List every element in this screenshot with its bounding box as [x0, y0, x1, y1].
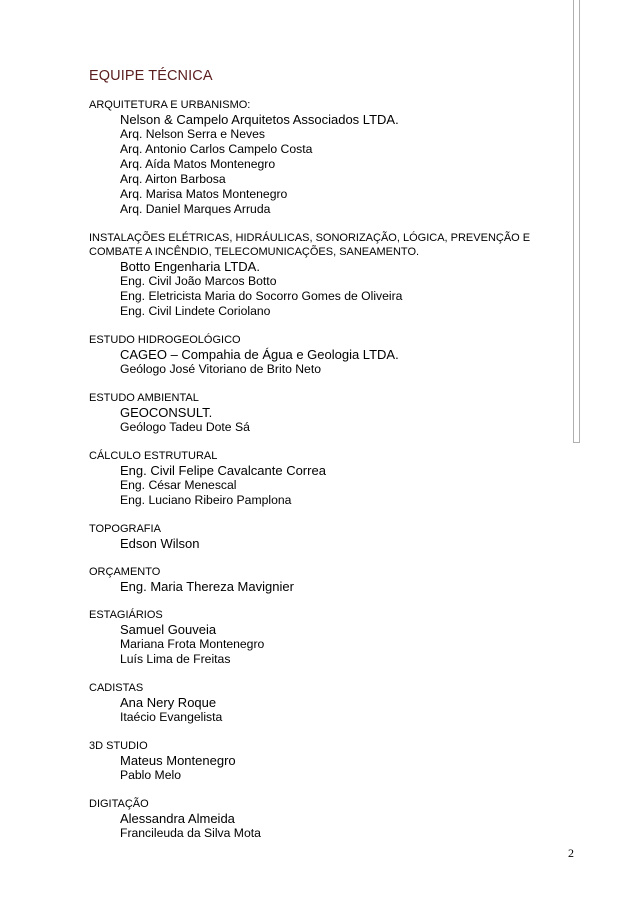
- section-heading: [89, 333, 579, 347]
- section-lead: Botto Engenharia LTDA.: [120, 259, 260, 274]
- section-heading: [89, 608, 579, 622]
- team-member: Itaécio Evangelista: [120, 710, 223, 724]
- section-heading-line: 3D STUDIO: [89, 740, 148, 752]
- team-member: Pablo Melo: [120, 768, 181, 782]
- team-section: [89, 98, 579, 217]
- section-lead: Alessandra Almeida: [120, 811, 235, 826]
- section-lead: Eng. Civil Felipe Cavalcante Correa: [120, 463, 326, 478]
- section-heading-line: ESTAGIÁRIOS: [89, 609, 163, 621]
- section-heading-line: ESTUDO AMBIENTAL: [89, 392, 199, 404]
- team-member: Arq. Daniel Marques Arruda: [120, 202, 271, 216]
- section-heading-line: TOPOGRAFIA: [89, 523, 161, 535]
- section-heading: [89, 98, 579, 112]
- team-member: Eng. Luciano Ribeiro Pamplona: [120, 493, 292, 507]
- team-list: [89, 98, 579, 855]
- section-heading: [89, 797, 579, 811]
- team-section: [89, 797, 579, 841]
- section-heading: [89, 449, 579, 463]
- team-section: [89, 231, 579, 319]
- team-member: Francileuda da Silva Mota: [120, 826, 261, 840]
- team-member: Eng. Civil João Marcos Botto: [120, 274, 277, 288]
- section-lead: Samuel Gouveia: [120, 622, 217, 637]
- section-lead: Ana Nery Roque: [120, 695, 217, 710]
- section-heading: [89, 739, 579, 753]
- section-lead: Edson Wilson: [120, 536, 200, 551]
- team-member: Eng. Eletricista Maria do Socorro Gomes de Oliveira: [120, 289, 403, 303]
- section-heading: [89, 681, 579, 695]
- page-number: 2: [568, 846, 574, 860]
- team-section: [89, 522, 579, 551]
- team-section: [89, 449, 579, 508]
- section-heading-line: DIGITAÇÃO: [89, 798, 149, 810]
- team-member: Arq. Airton Barbosa: [120, 172, 226, 186]
- section-heading-line: ARQUITETURA E URBANISMO:: [89, 99, 251, 111]
- section-heading-line: ORÇAMENTO: [89, 566, 161, 578]
- section-lead: CAGEO – Compahia de Água e Geologia LTDA.: [120, 347, 399, 362]
- team-member: Arq. Nelson Serra e Neves: [120, 127, 265, 141]
- team-member: Eng. Civil Lindete Coriolano: [120, 304, 271, 318]
- section-heading: [89, 565, 579, 579]
- team-member: Arq. Aída Matos Montenegro: [120, 157, 276, 171]
- team-member: Mariana Frota Montenegro: [120, 637, 265, 651]
- team-section: [89, 739, 579, 783]
- section-heading-line: INSTALAÇÕES ELÉTRICAS, HIDRÁULICAS, SONORIZAÇÃO, LÓGICA, PREVENÇÃO E: [89, 232, 531, 244]
- team-section: [89, 391, 579, 435]
- team-section: [89, 681, 579, 725]
- section-heading-line: ESTUDO HIDROGEOLÓGICO: [89, 334, 241, 346]
- section-lead: Eng. Maria Thereza Mavignier: [120, 579, 294, 594]
- team-section: [89, 565, 579, 594]
- page-title: EQUIPE TÉCNICA: [89, 68, 213, 84]
- section-heading-line: CADISTAS: [89, 682, 144, 694]
- team-member: Geólogo Tadeu Dote Sá: [120, 420, 250, 434]
- section-heading: [89, 231, 579, 259]
- team-section: [89, 333, 579, 377]
- team-member: Luís Lima de Freitas: [120, 652, 231, 666]
- team-member: Geólogo José Vitoriano de Brito Neto: [120, 362, 321, 376]
- team-section: [89, 608, 579, 667]
- section-lead: Mateus Montenegro: [120, 753, 236, 768]
- section-heading-line: CÁLCULO ESTRUTURAL: [89, 450, 218, 462]
- section-heading: [89, 391, 579, 405]
- section-lead: GEOCONSULT.: [120, 405, 213, 420]
- section-lead: Nelson & Campelo Arquitetos Associados LTDA.: [120, 112, 399, 127]
- section-heading: [89, 522, 579, 536]
- team-member: Eng. César Menescal: [120, 478, 237, 492]
- team-member: Arq. Antonio Carlos Campelo Costa: [120, 142, 313, 156]
- team-member: Arq. Marisa Matos Montenegro: [120, 187, 288, 201]
- section-heading-line: COMBATE A INCÊNDIO, TELECOMUNICAÇÕES, SANEAMENTO.: [89, 246, 420, 258]
